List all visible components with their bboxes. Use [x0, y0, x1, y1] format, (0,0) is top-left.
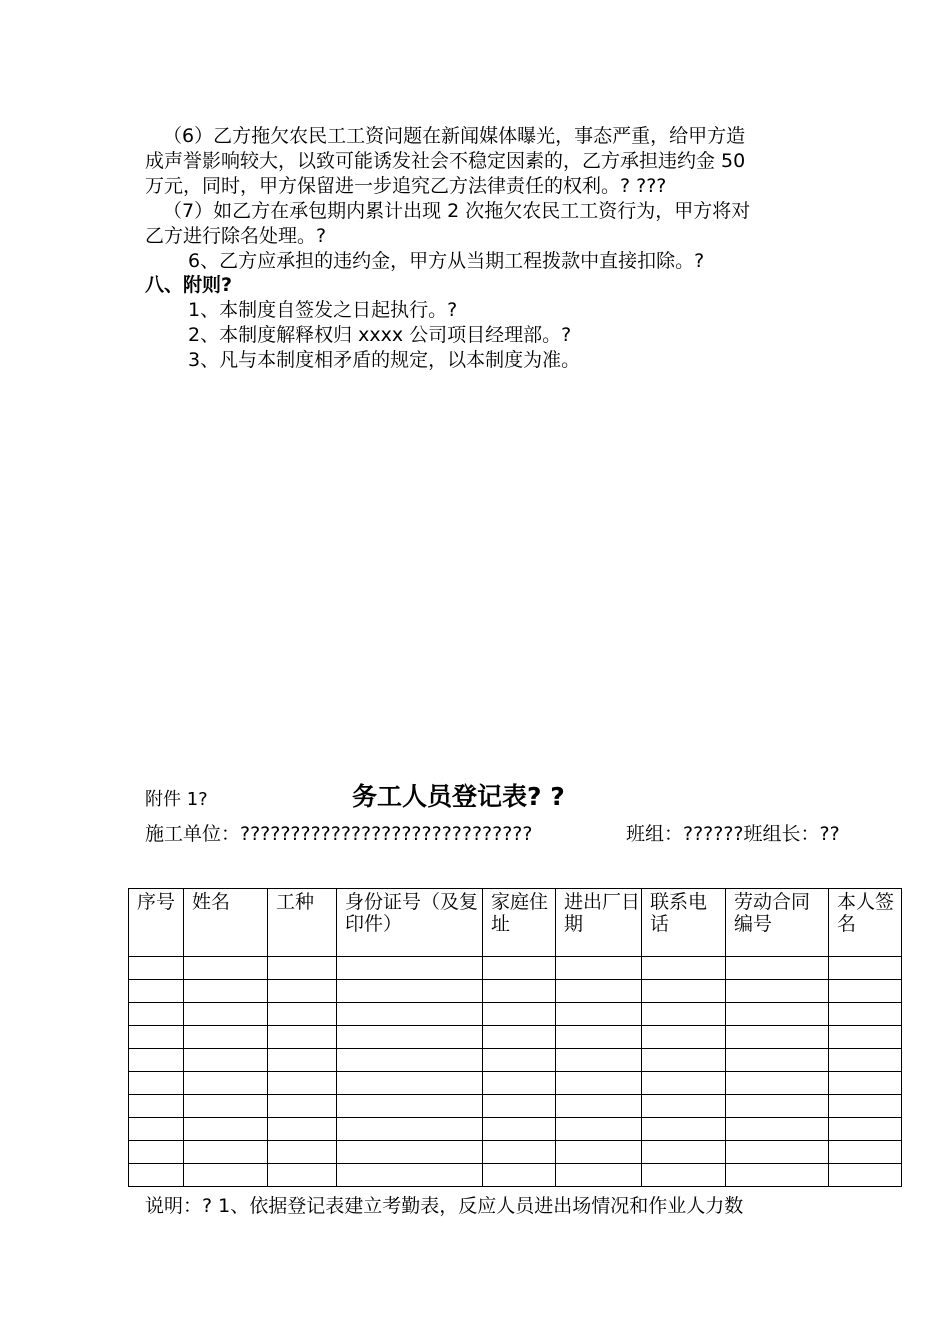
annex-label: 附件 1? [145, 789, 208, 810]
header-cell: 身份证号（及复印件） [337, 889, 483, 957]
table-cell[interactable] [829, 980, 902, 1003]
table-cell[interactable] [184, 980, 268, 1003]
table-cell[interactable] [184, 957, 268, 980]
section-8-item-2: 2、本制度解释权归 xxxx 公司项目经理部。? [188, 324, 572, 346]
table-cell[interactable] [829, 1003, 902, 1026]
table-cell[interactable] [829, 1049, 902, 1072]
table-cell[interactable] [483, 1164, 556, 1187]
table-row [129, 1141, 902, 1164]
table-cell[interactable] [642, 957, 726, 980]
table-cell[interactable] [483, 1141, 556, 1164]
table-cell[interactable] [268, 980, 337, 1003]
table-cell[interactable] [642, 1003, 726, 1026]
table-cell[interactable] [556, 1095, 642, 1118]
clause-7-line-1: （7）如乙方在承包期内累计出现 2 次拖欠农民工工资行为，甲方将对 [163, 200, 751, 222]
table-cell[interactable] [483, 1049, 556, 1072]
table-cell[interactable] [268, 957, 337, 980]
table-cell[interactable] [483, 1026, 556, 1049]
table-cell[interactable] [726, 1141, 829, 1164]
table-cell[interactable] [268, 1049, 337, 1072]
table-cell[interactable] [726, 1003, 829, 1026]
table-cell[interactable] [726, 1164, 829, 1187]
table-cell[interactable] [829, 1072, 902, 1095]
table-header-row [129, 889, 902, 957]
table-cell[interactable] [556, 1026, 642, 1049]
section-8-heading: 八、附则? [145, 274, 233, 296]
header-cell: 序号 [129, 889, 184, 957]
table-cell[interactable] [829, 957, 902, 980]
header-cell: 本人签名 [829, 889, 902, 957]
table-cell[interactable] [184, 1026, 268, 1049]
table-cell[interactable] [268, 1003, 337, 1026]
table-cell[interactable] [556, 1003, 642, 1026]
table-cell[interactable] [337, 1072, 483, 1095]
clause-7-line-2: 乙方进行除名处理。? [145, 225, 327, 247]
table-cell[interactable] [726, 1026, 829, 1049]
table-cell[interactable] [129, 1141, 184, 1164]
table-row [129, 1026, 902, 1049]
table-cell[interactable] [642, 1164, 726, 1187]
table-cell[interactable] [556, 1164, 642, 1187]
table-cell[interactable] [129, 1072, 184, 1095]
section-8-item-1: 1、本制度自签发之日起执行。? [188, 299, 458, 321]
table-cell[interactable] [726, 1049, 829, 1072]
team-info: 班组：??????班组长：?? [626, 823, 840, 845]
table-cell[interactable] [483, 980, 556, 1003]
table-cell[interactable] [829, 1118, 902, 1141]
table-cell[interactable] [337, 1026, 483, 1049]
table-cell[interactable] [642, 1072, 726, 1095]
table-cell[interactable] [642, 1026, 726, 1049]
table-cell[interactable] [556, 1141, 642, 1164]
table-cell[interactable] [726, 957, 829, 980]
table-cell[interactable] [184, 1141, 268, 1164]
table-cell[interactable] [129, 980, 184, 1003]
table-row [129, 1164, 902, 1187]
construction-unit: 施工单位：????????????????????????????? [145, 823, 533, 845]
table-cell[interactable] [337, 1095, 483, 1118]
header-cell: 姓名 [184, 889, 268, 957]
table-cell[interactable] [184, 1003, 268, 1026]
section-8-item-3: 3、凡与本制度相矛盾的规定，以本制度为准。 [188, 349, 581, 371]
table-cell[interactable] [556, 1072, 642, 1095]
table-cell[interactable] [184, 1072, 268, 1095]
table-cell[interactable] [184, 1095, 268, 1118]
table-cell[interactable] [337, 980, 483, 1003]
table-cell[interactable] [483, 1095, 556, 1118]
item-6: 6、乙方应承担的违约金，甲方从当期工程拨款中直接扣除。? [188, 250, 705, 272]
table-cell[interactable] [129, 1003, 184, 1026]
table-cell[interactable] [268, 1118, 337, 1141]
table-cell[interactable] [337, 1049, 483, 1072]
form-title: 务工人员登记表? ? [352, 782, 565, 811]
table-cell[interactable] [268, 1141, 337, 1164]
table-cell[interactable] [337, 957, 483, 980]
table-cell[interactable] [556, 1118, 642, 1141]
clause-6-line-1: （6）乙方拖欠农民工工资问题在新闻媒体曝光，事态严重，给甲方造 [163, 125, 746, 147]
table-cell[interactable] [483, 1118, 556, 1141]
table-cell[interactable] [184, 1118, 268, 1141]
table-cell[interactable] [726, 1072, 829, 1095]
table-cell[interactable] [268, 1072, 337, 1095]
clause-6-line-3: 万元，同时，甲方保留进一步追究乙方法律责任的权利。? ??? [145, 175, 667, 197]
table-cell[interactable] [726, 1095, 829, 1118]
table-cell[interactable] [556, 957, 642, 980]
table-cell[interactable] [829, 1026, 902, 1049]
table-cell[interactable] [129, 1049, 184, 1072]
table-cell[interactable] [129, 1118, 184, 1141]
table-cell[interactable] [184, 1164, 268, 1187]
table-cell[interactable] [129, 1164, 184, 1187]
table-cell[interactable] [337, 1141, 483, 1164]
clause-6-line-2: 成声誉影响较大，以致可能诱发社会不稳定因素的，乙方承担违约金 50 [145, 150, 746, 172]
table-row [129, 1049, 902, 1072]
table-row [129, 1072, 902, 1095]
table-cell[interactable] [829, 1095, 902, 1118]
table-cell[interactable] [642, 1095, 726, 1118]
table-cell[interactable] [483, 957, 556, 980]
table-cell[interactable] [726, 980, 829, 1003]
table-cell[interactable] [642, 1118, 726, 1141]
table-cell[interactable] [829, 1164, 902, 1187]
table-row [129, 1118, 902, 1141]
table-cell[interactable] [556, 1049, 642, 1072]
table-cell[interactable] [726, 1118, 829, 1141]
header-cell: 劳动合同编号 [726, 889, 829, 957]
table-row [129, 957, 902, 980]
table-cell[interactable] [483, 1003, 556, 1026]
table-cell[interactable] [642, 1141, 726, 1164]
table-cell[interactable] [829, 1141, 902, 1164]
table-cell[interactable] [642, 980, 726, 1003]
table-cell[interactable] [556, 980, 642, 1003]
table-cell[interactable] [337, 1164, 483, 1187]
header-cell: 家庭住址 [483, 889, 556, 957]
table-cell[interactable] [268, 1164, 337, 1187]
table-cell[interactable] [268, 1095, 337, 1118]
header-cell: 工种 [268, 889, 337, 957]
header-cell: 联系电话 [642, 889, 726, 957]
table-cell[interactable] [129, 957, 184, 980]
table-cell[interactable] [129, 1026, 184, 1049]
table-row [129, 980, 902, 1003]
table-row [129, 1003, 902, 1026]
header-cell: 进出厂日期 [556, 889, 642, 957]
table-cell[interactable] [184, 1049, 268, 1072]
table-cell[interactable] [337, 1003, 483, 1026]
table-row [129, 1095, 902, 1118]
table-cell[interactable] [483, 1072, 556, 1095]
table-cell[interactable] [642, 1049, 726, 1072]
table-cell[interactable] [129, 1095, 184, 1118]
table-cell[interactable] [268, 1026, 337, 1049]
note: 说明：? 1、依据登记表建立考勤表，反应人员进出场情况和作业人力数 [145, 1195, 744, 1217]
registration-table [128, 888, 902, 1187]
table-cell[interactable] [337, 1118, 483, 1141]
